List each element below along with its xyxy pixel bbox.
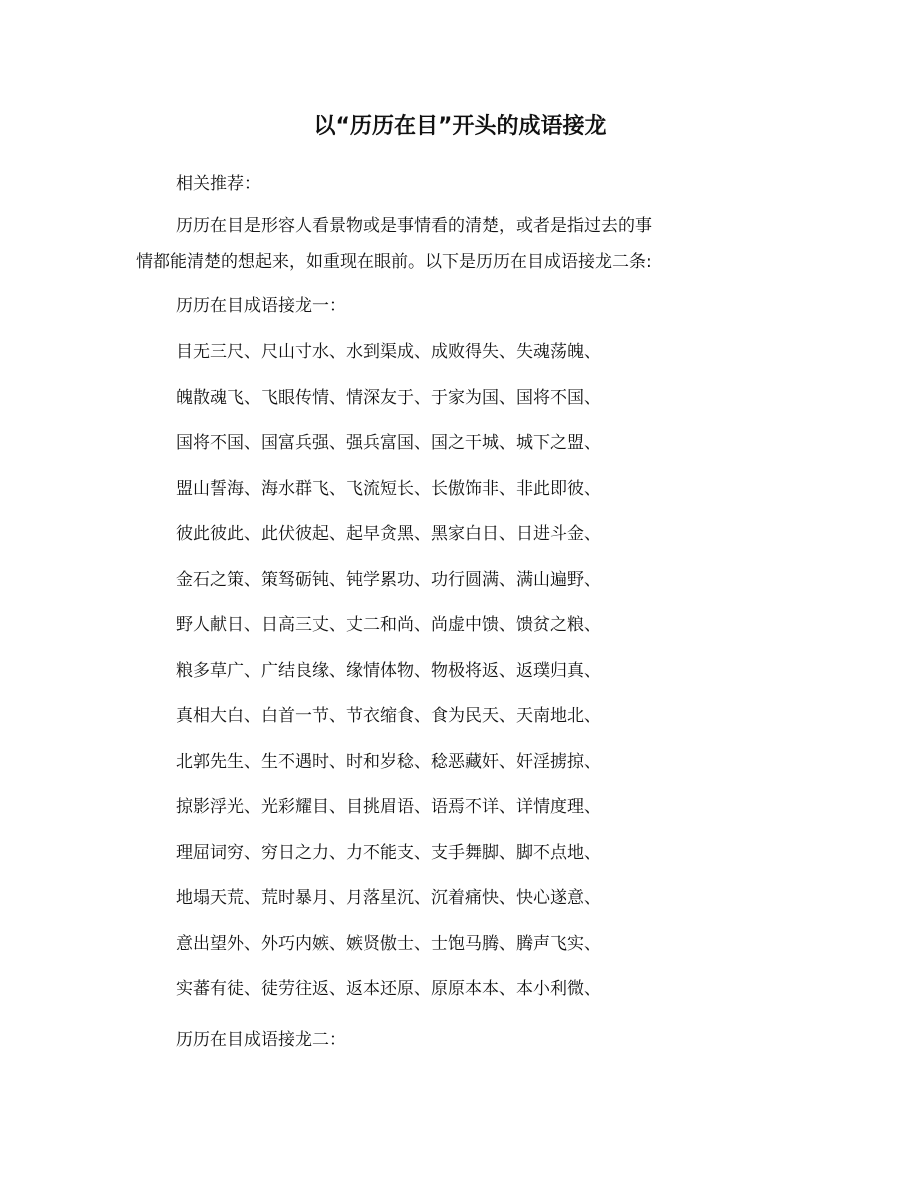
chain-line: 实蕃有徒、徒劳往返、返本还原、原原本本、本小利微、 [176,979,601,999]
chain-line: 掠影浮光、光彩耀目、目挑眉语、语焉不详、详情度理、 [176,797,601,817]
chain-line: 魄散魂飞、飞眼传情、情深友于、于家为国、国将不国、 [176,388,601,408]
chain-line: 北郭先生、生不遇时、时和岁稔、稔恶藏奸、奸淫掳掠、 [176,752,601,772]
chain-line: 彼此彼此、此伏彼起、起早贪黑、黑家白日、日进斗金、 [176,524,601,544]
chain-line: 地塌天荒、荒时暴月、月落星沉、沉着痛快、快心遂意、 [176,888,601,908]
chain-line: 真相大白、白首一节、节衣缩食、食为民天、天南地北、 [176,706,601,726]
chain-line: 理屈词穷、穷日之力、力不能支、支手舞脚、脚不点地、 [176,843,601,863]
chain-line: 金石之策、策驽砺钝、钝学累功、功行圆满、满山遍野、 [176,570,601,590]
chain-line: 盟山誓海、海水群飞、飞流短长、长傲饰非、非此即彼、 [176,479,601,499]
chain-line: 意出望外、外巧内嫉、嫉贤傲士、士饱马腾、腾声飞实、 [176,934,601,954]
document-title: 以“历历在目”开头的成语接龙 [313,114,607,139]
chain-line: 粮多草广、广结良缘、缘情体物、物极将返、返璞归真、 [176,661,601,681]
intro-line-1: 历历在目是形容人看景物或是事情看的清楚，或者是指过去的事 [176,216,652,236]
chain-line: 国将不国、国富兵强、强兵富国、国之干城、城下之盟、 [176,433,601,453]
related-label: 相关推荐： [176,174,261,194]
section2-heading: 历历在目成语接龙二： [176,1030,346,1050]
intro-line-2: 情都能清楚的想起来，如重现在眼前。以下是历历在目成语接龙二条: [136,252,652,272]
chain-line: 野人献日、日高三丈、丈二和尚、尚虚中馈、馈贫之粮、 [176,615,601,635]
section1-heading: 历历在目成语接龙一： [176,296,346,316]
chain-line: 目无三尺、尺山寸水、水到渠成、成败得失、失魂荡魄、 [176,342,601,362]
